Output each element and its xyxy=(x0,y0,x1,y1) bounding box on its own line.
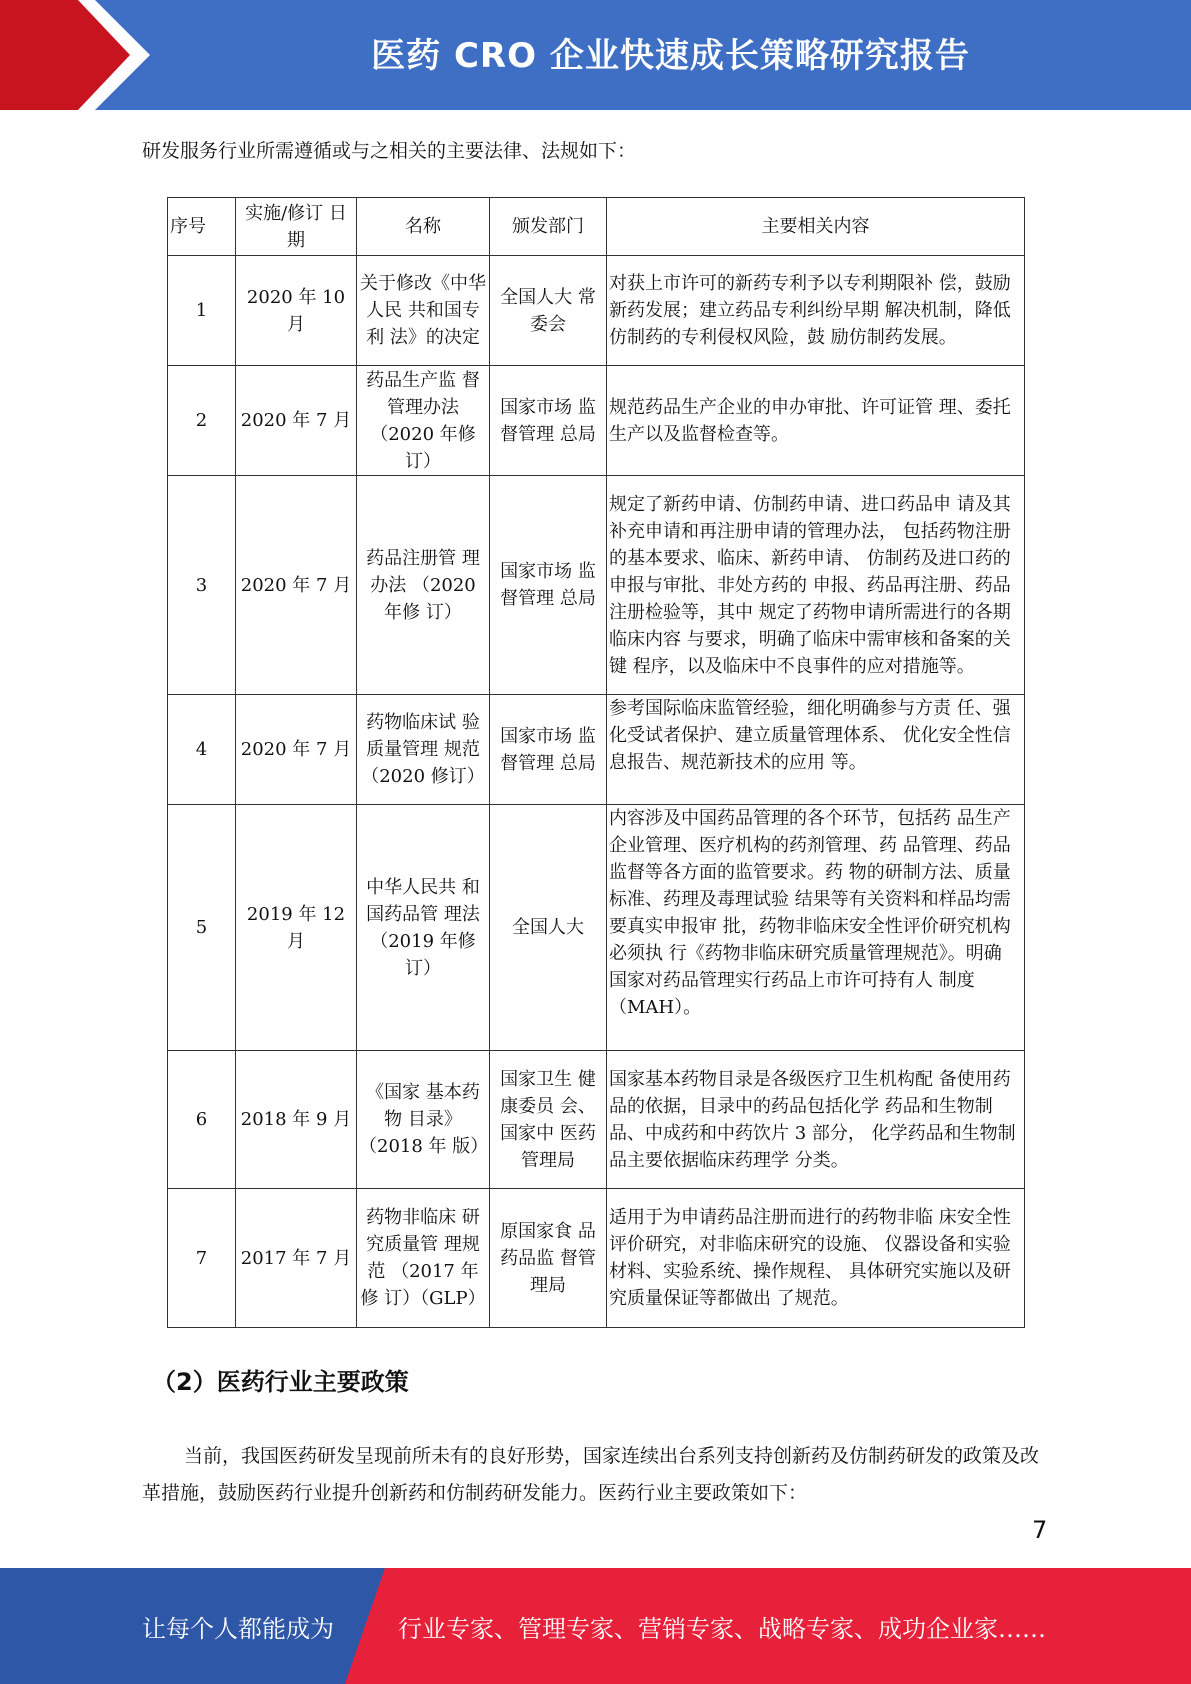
table-row xyxy=(168,1189,1025,1328)
table-row xyxy=(168,805,1025,1051)
row-date: 2020 年 10 月 xyxy=(236,256,357,366)
row-content: 规范药品生产企业的申办审批、许可证管 理、委托生产以及监督检查等。 xyxy=(607,366,1025,476)
row-date: 2020 年 7 月 xyxy=(236,366,357,476)
row-no: 2 xyxy=(168,366,236,476)
table-row xyxy=(168,256,1025,366)
row-content: 对获上市许可的新药专利予以专利期限补 偿，鼓励新药发展；建立药品专利纠纷早期 解决机制，降低仿制药的专利侵权风险，鼓 励仿制药发展。 xyxy=(607,256,1025,366)
header-date: 实施/修订 日期 xyxy=(236,198,357,256)
footer-slogan-left: 让每个人都能成为 xyxy=(142,1614,334,1643)
table-row xyxy=(168,695,1025,805)
table-row xyxy=(168,366,1025,476)
row-date: 2018 年 9 月 xyxy=(236,1051,357,1189)
row-dept: 国家市场 监督管理 总局 xyxy=(490,695,607,805)
header-dept: 颁发部门 xyxy=(490,198,607,256)
page-number: 7 xyxy=(1032,1516,1048,1544)
row-name: 中华人民共 和国药品管 理法 （2019 年修 订） xyxy=(357,805,490,1051)
row-name: 《国家 基本药物 目录》 （2018 年 版） xyxy=(357,1051,490,1189)
body-paragraph: 当前，我国医药研发呈现前所未有的良好形势，国家连续出台系列支持创新药及仿制药研发的政策及改革措施，鼓励医药行业提升创新药和仿制药研发能力。医药行业主要政策如下： xyxy=(142,1445,1040,1504)
footer-slogan-right: 行业专家、管理专家、营销专家、战略专家、成功企业家…… xyxy=(398,1614,1046,1643)
row-no: 1 xyxy=(168,256,236,366)
report-title: 医药 CRO 企业快速成长策略研究报告 xyxy=(371,35,970,76)
row-content: 规定了新药申请、仿制药申请、进口药品申 请及其补充申请和再注册申请的管理办法， 包括药物注册的基本要求、临床、新药申请、 仿制药及进口药的申报与审批、非处方药的 申报、药品再注册、药品注册检验等，其中 规定了药物申请所需进行的各期临床内容 与要求，明确了临床中需审核和备案的关键 程序，以及临床中不良事件的应对措施等。 xyxy=(607,476,1025,695)
intro-text: 研发服务行业所需遵循或与之相关的主要法律、法规如下： xyxy=(142,140,637,162)
footer-banner xyxy=(0,1568,1191,1684)
row-dept: 国家市场 监督管理 总局 xyxy=(490,476,607,695)
row-content: 参考国际临床监管经验，细化明确参与方责 任、强化受试者保护、建立质量管理体系、 优化安全性信息报告、规范新技术的应用 等。 xyxy=(607,695,1025,805)
row-dept: 原国家食 品药品监 督管理局 xyxy=(490,1189,607,1328)
row-date: 2017 年 7 月 xyxy=(236,1189,357,1328)
row-content: 适用于为申请药品注册而进行的药物非临 床安全性评价研究，对非临床研究的设施、 仪器设备和实验材料、实验系统、操作规程、 具体研究实施以及研究质量保证等都做出 了规范。 xyxy=(607,1189,1025,1328)
header-banner xyxy=(0,0,1191,110)
row-date: 2019 年 12 月 xyxy=(236,805,357,1051)
row-content: 内容涉及中国药品管理的各个环节，包括药 品生产企业管理、医疗机构的药剂管理、药 品管理、药品监督等各方面的监管要求。药 物的研制方法、质量标准、药理及毒理试验 结果等有关资料和样品均需要真实申报审 批，药物非临床安全性评价研究机构必须执 行《药物非临床研究质量管理规范》。明确 国家对药品管理实行药品上市许可持有人 制度（MAH）。 xyxy=(607,805,1025,1051)
row-name: 药品生产监 督管理办法 （2020 年修 订） xyxy=(357,366,490,476)
table-row xyxy=(168,476,1025,695)
row-no: 7 xyxy=(168,1189,236,1328)
section-heading: （2）医药行业主要政策 xyxy=(152,1368,409,1396)
header-content: 主要相关内容 xyxy=(607,198,1025,256)
regulations-table xyxy=(167,197,1025,1328)
row-dept: 全国人大 xyxy=(490,805,607,1051)
row-no: 4 xyxy=(168,695,236,805)
header-name: 名称 xyxy=(357,198,490,256)
row-name: 药物非临床 研究质量管 理规范 （2017 年修 订）（GLP） xyxy=(357,1189,490,1328)
row-dept: 国家市场 监督管理 总局 xyxy=(490,366,607,476)
row-no: 5 xyxy=(168,805,236,1051)
row-no: 3 xyxy=(168,476,236,695)
row-dept: 国家卫生 健康委员 会、国家中 医药管理局 xyxy=(490,1051,607,1189)
row-name: 药品注册管 理办法 （2020 年修 订） xyxy=(357,476,490,695)
row-date: 2020 年 7 月 xyxy=(236,695,357,805)
row-content: 国家基本药物目录是各级医疗卫生机构配 备使用药品的依据，目录中的药品包括化学 药品和生物制品、中成药和中药饮片 3 部分， 化学药品和生物制品主要依据临床药理学 分类。 xyxy=(607,1051,1025,1189)
row-dept: 全国人大 常委会 xyxy=(490,256,607,366)
row-name: 药物临床试 验质量管理 规范（2020 修订） xyxy=(357,695,490,805)
row-no: 6 xyxy=(168,1051,236,1189)
table-row xyxy=(168,1051,1025,1189)
table-header-row xyxy=(168,198,1025,256)
row-name: 关于修改《中华人民 共和国专利 法》的决定 xyxy=(357,256,490,366)
row-date: 2020 年 7 月 xyxy=(236,476,357,695)
header-no: 序号 xyxy=(168,198,236,256)
